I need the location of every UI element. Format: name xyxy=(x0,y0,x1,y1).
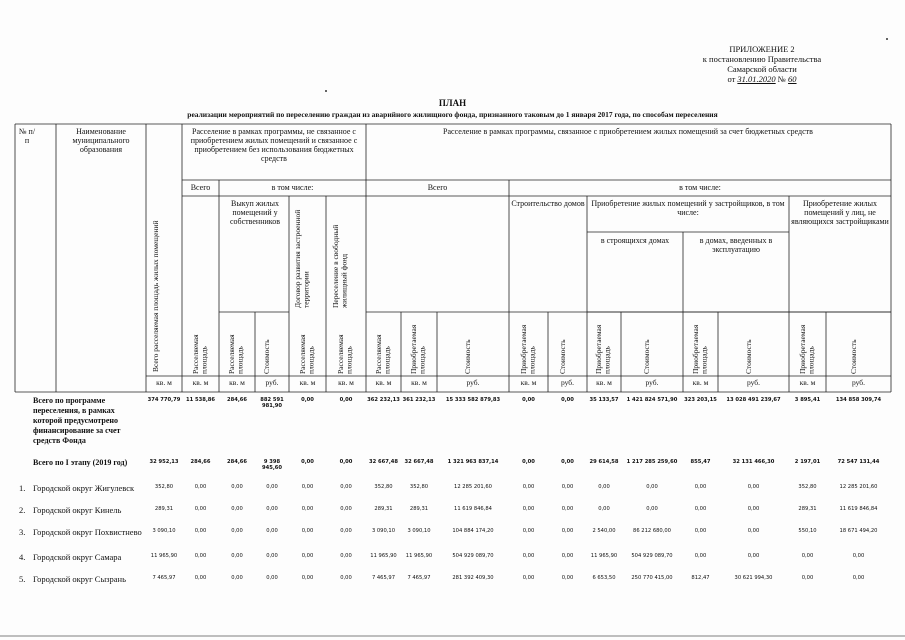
row-value: 0,00 xyxy=(747,506,760,512)
subheader-cost: Стоимость xyxy=(262,339,271,374)
header-b-non-developers: Приобретение жилых помещений у лиц, не являющихся застройщиками xyxy=(791,199,889,226)
subheader-acquired-area: Приобретаемая площадь xyxy=(518,324,536,374)
row-municipality-name: Городской округ Сызрань xyxy=(33,574,126,584)
row-value: 0,00 xyxy=(231,553,243,559)
row-value: 11 965,90 xyxy=(405,553,433,559)
row-value: 13 028 491 239,67 xyxy=(726,397,781,403)
row-value: 0,00 xyxy=(561,575,574,581)
row-total-name: Всего по программе переселения, в рамках которой предусмотрено финансирование за счет средств Фонда xyxy=(33,396,121,445)
row-value: 0,00 xyxy=(231,528,243,534)
header-b-commissioned: в домах, введенных в эксплуатацию xyxy=(699,236,773,254)
subheader-cost: Стоимость xyxy=(848,339,858,374)
row-value: 882 591 981,90 xyxy=(260,397,284,409)
header-num: № п/п xyxy=(18,127,36,145)
row-value: 0,00 xyxy=(339,397,353,403)
row-value: 374 770,79 xyxy=(147,397,181,403)
row-value: 284,66 xyxy=(190,459,211,465)
unit-cell: руб. xyxy=(561,378,574,387)
row-value: 0,00 xyxy=(266,553,278,559)
row-value: 0,00 xyxy=(522,553,535,559)
row-municipality-name: Городской округ Похвистнево xyxy=(33,527,142,537)
row-value: 0,00 xyxy=(231,506,243,512)
row-value: 0,00 xyxy=(522,484,535,490)
row-value: 12 285 201,60 xyxy=(454,484,492,490)
appendix-title: ПРИЛОЖЕНИЕ 2 xyxy=(729,44,795,54)
header-group-a: Расселение в рамках программы, не связанное с приобретением жилых помещений и связанное с приобретением без использования бюджетных средств xyxy=(190,127,358,163)
row-value: 7 465,97 xyxy=(371,575,396,581)
subheader-cost: Стоимость xyxy=(743,339,753,374)
header-municipality: Наименование муниципального образования xyxy=(72,127,130,154)
row-value: 0,00 xyxy=(194,506,207,512)
header-group-b: Расселение в рамках программы, связанное с приобретением жилых помещений за счет бюджетных средств xyxy=(443,127,813,136)
unit-cell: кв. м xyxy=(156,378,172,387)
subheader-acquired-area: Приобретаемая площадь xyxy=(409,324,427,374)
row-value: 504 929 089,70 xyxy=(452,553,494,559)
appendix-line-1: к постановлению Правительства xyxy=(702,54,822,64)
row-value: 352,80 xyxy=(374,484,393,490)
row-total-name: Всего по I этапу (2019 год) xyxy=(33,458,128,467)
header-a-total: Всего xyxy=(190,183,211,192)
unit-cell: кв. м xyxy=(799,378,816,387)
row-value: 289,31 xyxy=(798,506,817,512)
row-value: 0,00 xyxy=(694,484,707,490)
row-number: 2. xyxy=(19,505,26,515)
row-value: 15 333 582 879,83 xyxy=(445,397,501,403)
row-value: 284,66 xyxy=(226,459,248,465)
row-value: 550,10 xyxy=(798,528,817,534)
row-value: 0,00 xyxy=(194,553,207,559)
row-municipality-name: Городской округ Кинель xyxy=(33,505,122,515)
row-value: 0,00 xyxy=(852,553,865,559)
row-value: 35 133,57 xyxy=(589,397,619,403)
row-value: 0,00 xyxy=(801,575,814,581)
row-value: 11 965,90 xyxy=(150,553,178,559)
header-b-total: Всего xyxy=(427,183,448,192)
subheader-resettled-area: Расселяемая площадь xyxy=(190,334,208,374)
row-value: 18 671 494,20 xyxy=(839,528,878,534)
row-value: 0,00 xyxy=(231,484,243,490)
row-value: 0,00 xyxy=(340,528,352,534)
row-value: 0,00 xyxy=(522,459,535,465)
row-value: 289,31 xyxy=(374,506,393,512)
row-value: 104 884 174,20 xyxy=(452,528,494,534)
row-value: 0,00 xyxy=(340,484,352,490)
header-a-contract: Договор развития застроенной территории xyxy=(293,209,311,308)
subheader-resettled-area: Расселяемая площадь xyxy=(336,334,354,374)
row-value: 0,00 xyxy=(522,575,535,581)
row-value: 361 232,13 xyxy=(402,397,436,403)
row-value: 0,00 xyxy=(561,484,574,490)
row-number: 1. xyxy=(19,483,26,493)
row-value: 2 540,00 xyxy=(592,528,616,534)
row-value: 134 858 309,74 xyxy=(835,397,882,403)
row-value: 0,00 xyxy=(231,575,243,581)
subheader-cost: Стоимость xyxy=(463,339,472,374)
unit-cell: кв. м xyxy=(411,378,427,387)
row-value: 0,00 xyxy=(694,553,707,559)
row-value: 352,80 xyxy=(154,484,174,490)
row-value: 2 197,01 xyxy=(794,459,821,465)
row-value: 0,00 xyxy=(301,528,314,534)
row-value: 0,00 xyxy=(266,506,278,512)
row-value: 1 217 285 259,60 xyxy=(626,459,678,465)
row-value: 86 212 680,00 xyxy=(633,528,671,534)
row-value: 0,00 xyxy=(747,528,760,534)
row-value: 0,00 xyxy=(194,528,207,534)
row-value: 0,00 xyxy=(340,506,352,512)
row-value: 0,00 xyxy=(694,528,707,534)
row-value: 11 619 846,84 xyxy=(454,506,492,512)
row-value: 0,00 xyxy=(522,506,535,512)
date-value: 31.01.2020 xyxy=(737,74,776,84)
row-value: 3 090,10 xyxy=(152,528,176,534)
unit-cell: кв. м xyxy=(299,378,316,387)
row-value: 29 614,58 xyxy=(589,459,619,465)
row-value: 30 621 994,30 xyxy=(734,575,773,581)
unit-cell: кв. м xyxy=(192,378,209,387)
row-value: 0,00 xyxy=(301,459,314,465)
row-value: 0,00 xyxy=(852,575,865,581)
row-value: 32 667,48 xyxy=(368,459,399,465)
unit-cell: руб. xyxy=(747,378,760,387)
row-value: 11 538,86 xyxy=(185,397,216,403)
row-value: 0,00 xyxy=(694,506,707,512)
row-value: 289,31 xyxy=(409,506,429,512)
row-value: 0,00 xyxy=(301,484,314,490)
row-value: 0,00 xyxy=(266,484,278,490)
header-a-buyout: Выкуп жилых помещений у собственников xyxy=(229,199,281,226)
row-value: 0,00 xyxy=(301,506,314,512)
row-value: 0,00 xyxy=(522,528,535,534)
header-b-construction: Строительство домов xyxy=(511,199,585,208)
row-value: 1 321 963 837,14 xyxy=(447,459,499,465)
row-value: 352,80 xyxy=(409,484,429,490)
row-value: 1 421 824 571,90 xyxy=(626,397,678,403)
row-value: 0,00 xyxy=(561,528,574,534)
subheader-resettled-area: Расселяемая площадь xyxy=(297,334,315,374)
row-value: 0,00 xyxy=(339,459,353,465)
row-value: 0,00 xyxy=(194,575,207,581)
row-value: 0,00 xyxy=(301,553,314,559)
row-value: 0,00 xyxy=(747,553,760,559)
row-value: 0,00 xyxy=(340,553,352,559)
unit-cell: руб. xyxy=(645,378,659,387)
row-value: 0,00 xyxy=(301,397,314,403)
unit-cell: кв. м xyxy=(338,378,354,387)
number-prefix: № xyxy=(777,74,786,84)
row-value: 7 465,97 xyxy=(152,575,176,581)
row-value: 0,00 xyxy=(522,397,535,403)
header-a-including: в том числе: xyxy=(271,183,314,192)
row-value: 3 895,41 xyxy=(794,397,821,403)
row-value: 0,00 xyxy=(646,506,658,512)
row-value: 0,00 xyxy=(801,553,814,559)
row-value: 0,00 xyxy=(561,553,574,559)
row-value: 0,00 xyxy=(266,528,278,534)
row-value: 12 285 201,60 xyxy=(839,484,878,490)
row-value: 11 965,90 xyxy=(370,553,397,559)
row-number: 3. xyxy=(19,527,26,537)
row-value: 812,47 xyxy=(691,575,710,581)
row-value: 289,31 xyxy=(154,506,174,512)
row-value: 362 232,13 xyxy=(367,397,400,403)
unit-cell: кв. м xyxy=(229,378,245,387)
row-value: 11 965,90 xyxy=(590,553,618,559)
row-value: 0,00 xyxy=(301,575,314,581)
row-value: 32 131 466,30 xyxy=(732,459,775,465)
row-value: 0,00 xyxy=(266,575,278,581)
row-value: 11 619 846,84 xyxy=(839,506,878,512)
unit-cell: кв. м xyxy=(375,378,392,387)
row-value: 504 929 089,70 xyxy=(631,553,673,559)
plan-subtitle: реализации мероприятий по переселению граждан из аварийного жилищного фонда, признанного таковым до 1 января 2017 года, по способам переселения xyxy=(187,110,718,119)
row-value: 0,00 xyxy=(747,484,760,490)
header-b-developers: Приобретение жилых помещений у застройщиков, в том числе: xyxy=(591,199,785,217)
unit-cell: руб. xyxy=(265,378,279,387)
row-value: 6 653,50 xyxy=(592,575,616,581)
row-value: 0,00 xyxy=(194,484,207,490)
row-value: 0,00 xyxy=(598,484,610,490)
unit-cell: кв. м xyxy=(596,378,612,387)
row-number: 5. xyxy=(19,574,26,584)
header-total-area: Всего расселяемая площадь жилых помещений xyxy=(151,220,160,372)
appendix-line-2: Самарской области xyxy=(727,64,797,74)
row-value: 3 090,10 xyxy=(371,528,396,534)
row-value: 0,00 xyxy=(646,484,658,490)
subheader-acquired-area: Приобретаемая площадь xyxy=(594,324,612,374)
header-b-including: в том числе: xyxy=(679,183,721,192)
subheader-acquired-area: Приобретаемая площадь xyxy=(690,324,708,374)
subheader-resettled-area: Расселяемая площадь xyxy=(227,334,245,374)
row-value: 855,47 xyxy=(690,459,711,465)
row-value: 250 770 415,00 xyxy=(631,575,673,581)
subheader-cost: Стоимость xyxy=(557,339,567,374)
plan-title: ПЛАН xyxy=(438,98,467,108)
row-value: 72 547 131,44 xyxy=(837,459,880,465)
row-value: 284,66 xyxy=(226,397,248,403)
row-value: 3 090,10 xyxy=(407,528,431,534)
row-value: 0,00 xyxy=(561,397,574,403)
unit-cell: руб. xyxy=(852,378,865,387)
row-value: 0,00 xyxy=(561,506,574,512)
unit-cell: кв. м xyxy=(520,378,537,387)
row-number: 4. xyxy=(19,552,26,562)
unit-cell: кв. м xyxy=(692,378,709,387)
row-municipality-name: Городской округ Самара xyxy=(33,552,122,562)
row-value: 9 398 945,60 xyxy=(261,459,283,471)
header-b-under-construction: в строящихся домах xyxy=(600,236,670,245)
row-value: 32 952,13 xyxy=(149,459,179,465)
row-value: 323 203,15 xyxy=(684,397,717,403)
subheader-resettled-area: Расселяемая площадь xyxy=(373,334,391,374)
header-a-vacant: Переселение в свободный жилищный фонд xyxy=(331,224,349,308)
number-value: 60 xyxy=(788,74,797,84)
row-value: 0,00 xyxy=(598,506,610,512)
date-prefix: от xyxy=(727,74,736,84)
row-value: 0,00 xyxy=(561,459,574,465)
subheader-cost: Стоимость xyxy=(642,339,651,374)
row-value: 281 392 409,30 xyxy=(452,575,494,581)
row-value: 352,80 xyxy=(798,484,817,490)
row-value: 32 667,48 xyxy=(404,459,434,465)
row-value: 7 465,97 xyxy=(407,575,431,581)
row-municipality-name: Городской округ Жигулевск xyxy=(33,483,135,493)
row-value: 0,00 xyxy=(340,575,352,581)
subheader-acquired-area: Приобретаемая площадь xyxy=(797,324,815,374)
unit-cell: руб. xyxy=(466,378,480,387)
